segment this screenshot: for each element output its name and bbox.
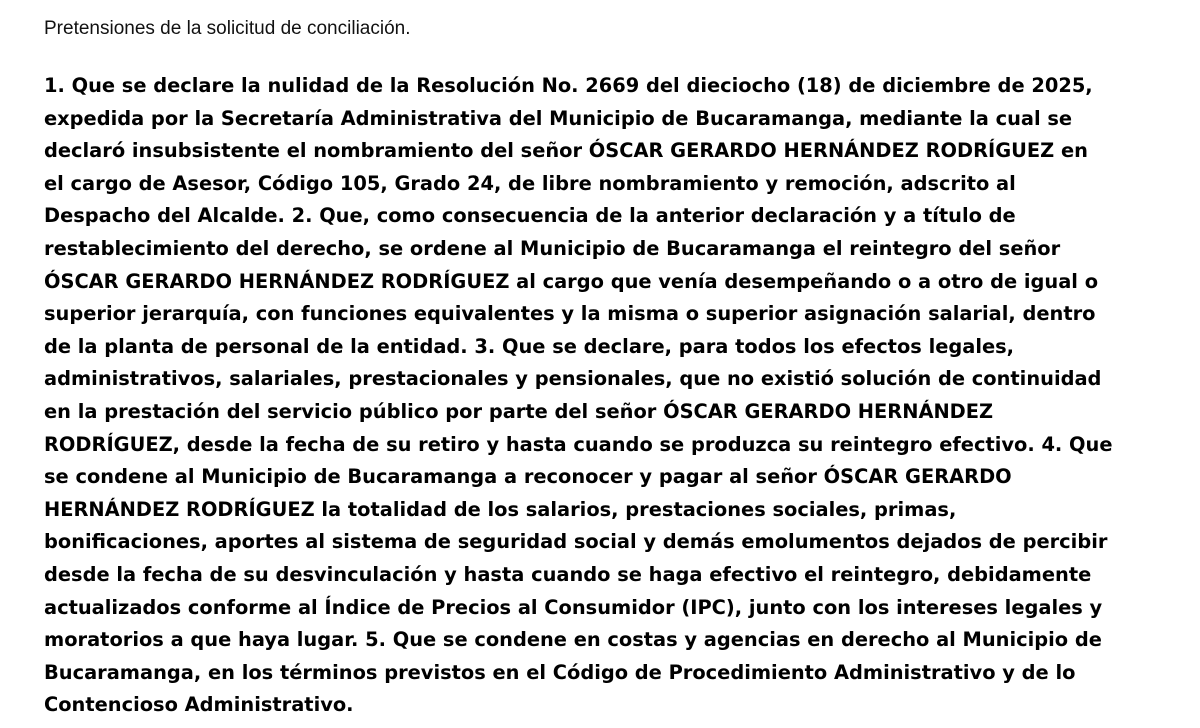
paragraph-line: bonificaciones, aportes al sistema de seguridad social y demás emolumentos dejados de percibir xyxy=(44,530,1108,554)
paragraph-line: el cargo de Asesor, Código 105, Grado 24, de libre nombramiento y remoción, adscrito al xyxy=(44,171,1016,195)
paragraph-line: administrativos, salariales, prestacionales y pensionales, que no existió solución de continuidad xyxy=(44,367,1102,391)
paragraph-line: superior jerarquía, con funciones equivalentes y la misma o superior asignación salarial, dentro xyxy=(44,302,1096,326)
paragraph-line: en la prestación del servicio público por parte del señor ÓSCAR GERARDO HERNÁNDEZ xyxy=(44,399,994,423)
paragraph-line: RODRÍGUEZ, desde la fecha de su retiro y hasta cuando se produzca su reintegro efectivo. 4. Que xyxy=(44,432,1113,456)
paragraph-line: 1. Que se declare la nulidad de la Resolución No. 2669 del dieciocho (18) de diciembre de 2025, xyxy=(44,74,1093,97)
document-heading: Pretensiones de la solicitud de conciliación. xyxy=(44,18,411,39)
paragraph-line: se condene al Municipio de Bucaramanga a reconocer y pagar al señor ÓSCAR GERARDO xyxy=(44,465,1012,489)
claims-paragraph xyxy=(44,70,1174,722)
paragraph-line: Bucaramanga, en los términos previstos en el Código de Procedimiento Administrativo y de lo xyxy=(44,660,1076,684)
paragraph-line: HERNÁNDEZ RODRÍGUEZ la totalidad de los salarios, prestaciones sociales, primas, xyxy=(44,497,957,521)
paragraph-line: Contencioso Administrativo. xyxy=(44,693,354,717)
paragraph-line: desde la fecha de su desvinculación y hasta cuando se haga efectivo el reintegro, debidamente xyxy=(44,562,1092,586)
paragraph-line: actualizados conforme al Índice de Precios al Consumidor (IPC), junto con los intereses legales y xyxy=(44,595,1103,619)
paragraph-line: ÓSCAR GERARDO HERNÁNDEZ RODRÍGUEZ al cargo que venía desempeñando o a otro de igual o xyxy=(44,269,1099,293)
paragraph-line: Despacho del Alcalde. 2. Que, como consecuencia de la anterior declaración y a título de xyxy=(44,204,1016,228)
paragraph-line: declaró insubsistente el nombramiento del señor ÓSCAR GERARDO HERNÁNDEZ RODRÍGUEZ en xyxy=(44,139,1088,163)
paragraph-line: de la planta de personal de la entidad. 3. Que se declare, para todos los efectos legales, xyxy=(44,334,1015,358)
paragraph-line: moratorios a que haya lugar. 5. Que se condene en costas y agencias en derecho al Municipio de xyxy=(44,628,1102,652)
paragraph-line: expedida por la Secretaría Administrativa del Municipio de Bucaramanga, mediante la cual se xyxy=(44,106,1073,130)
paragraph-line: restablecimiento del derecho, se ordene al Municipio de Bucaramanga el reintegro del señor xyxy=(44,236,1061,260)
